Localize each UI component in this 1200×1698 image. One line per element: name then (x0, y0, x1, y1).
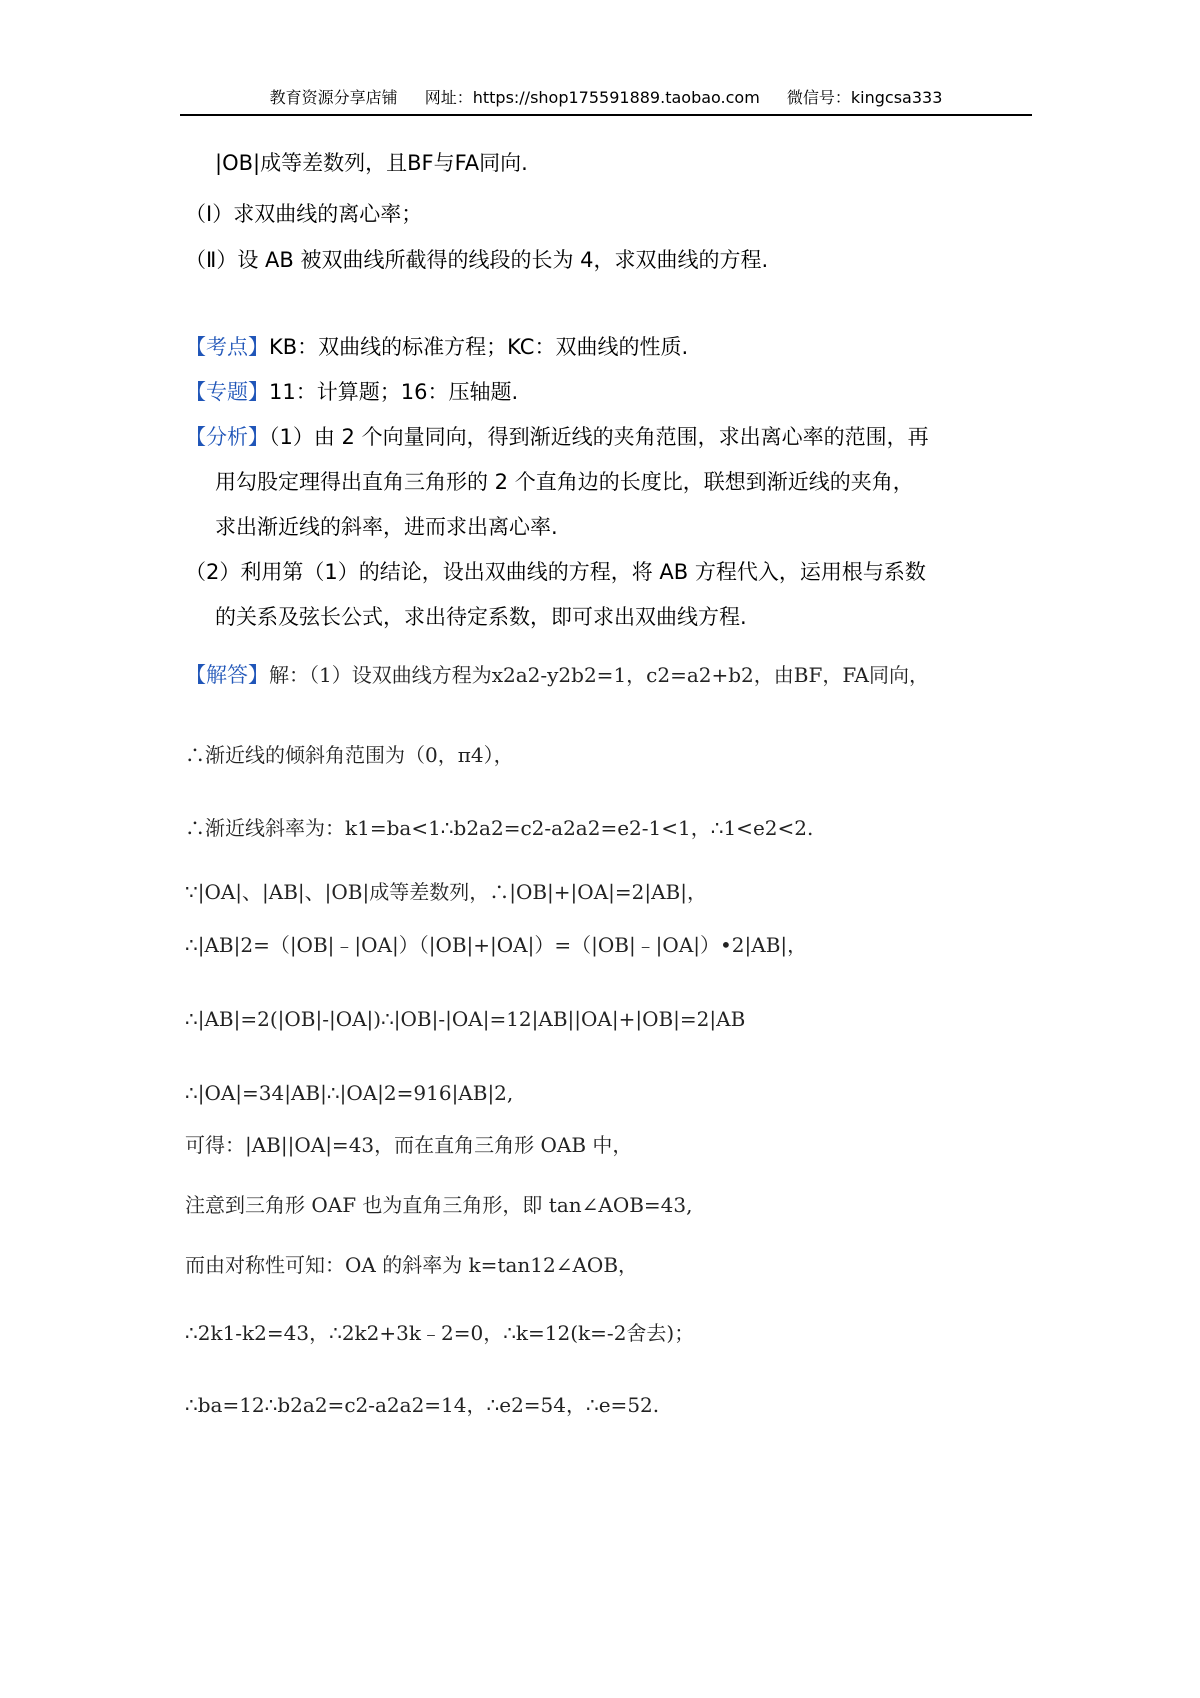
solution-line (185, 1250, 638, 1280)
analysis-line (215, 602, 747, 632)
shop-name: 教育资源分享店铺 (269, 88, 398, 107)
line-text: 可得：|AB||OA|=43，而在直角三角形 OAB 中， (185, 1133, 633, 1157)
line-text: ∴|AB|=2(|OB|-|OA|)∴|OB|-|OA|=12|AB||OA|+|OB|=2|AB (185, 1007, 746, 1031)
problem-part-1 (185, 199, 422, 229)
line-text: （Ⅰ）求双曲线的离心率； (185, 202, 423, 226)
solution-line (185, 1190, 693, 1220)
analysis-line (215, 467, 914, 497)
problem-part-2 (185, 245, 768, 275)
analysis-line (185, 557, 926, 587)
line-text: （Ⅱ）设 AB 被双曲线所截得的线段的长为 4，求双曲线的方程. (185, 248, 769, 272)
line-text: 解：（1）设双曲线方程为x2a2-y2b2=1，c2=a2+b2，由BF，FA同向， (269, 663, 929, 687)
solution-line (185, 1390, 659, 1420)
analysis-line (185, 422, 929, 452)
line-text: 用勾股定理得出直角三角形的 2 个直角边的长度比，联想到渐近线的夹角， (215, 470, 914, 494)
line-text: 注意到三角形 OAF 也为直角三角形，即 tan∠AOB=43, (185, 1193, 693, 1217)
line-text: （1）由 2 个向量同向，得到渐近线的夹角范围，求出离心率的范围，再 (269, 425, 929, 449)
line-text: ∴渐近线斜率为：k1=ba<1∴b2a2=c2-a2a2=e2-1<1，∴1<e2<2. (185, 816, 814, 840)
line-text: |OB|成等差数列，且BF与FA同向. (215, 151, 528, 175)
line-text: 求出渐近线的斜率，进而求出离心率. (215, 515, 558, 539)
line-text: 11：计算题；16：压轴题. (269, 380, 519, 404)
line-text: 的关系及弦长公式，求出待定系数，即可求出双曲线方程. (215, 605, 747, 629)
page-header (180, 84, 1032, 116)
line-text: KB：双曲线的标准方程；KC：双曲线的性质. (269, 335, 689, 359)
line-text: ∴渐近线的倾斜角范围为（0，π4）， (185, 743, 514, 767)
analysis-line (215, 512, 558, 542)
solution-line (185, 877, 707, 907)
section-tag: 【专题】 (185, 380, 269, 404)
solution-line (185, 813, 813, 843)
line-text: 而由对称性可知：OA 的斜率为 k=tan12∠AOB， (185, 1253, 639, 1277)
topic-line (185, 332, 688, 362)
section-tag: 【考点】 (185, 335, 269, 359)
line-text: ∵|OA|、|AB|、|OB|成等差数列，∴|OB|+|OA|=2|AB|， (185, 880, 707, 904)
solution-line (185, 1078, 513, 1108)
section-tag: 【分析】 (185, 425, 269, 449)
line-text: ∴|AB|2=（|OB|﹣|OA|）（|OB|+|OA|）=（|OB|﹣|OA|）•2|AB|， (185, 933, 808, 957)
category-line (185, 377, 518, 407)
solution-line (185, 930, 807, 960)
line-text: ∴2k1-k2=43，∴2k2+3k﹣2=0，∴k=12(k=-2舍去)； (185, 1321, 695, 1345)
line-text: （2）利用第（1）的结论，设出双曲线的方程，将 AB 方程代入，运用根与系数 (185, 560, 926, 584)
solution-line (185, 660, 929, 690)
solution-line (185, 1004, 745, 1034)
section-tag: 【解答】 (185, 663, 269, 687)
solution-line (185, 1130, 632, 1160)
solution-line (185, 740, 514, 770)
problem-line (215, 148, 528, 178)
solution-line (185, 1318, 694, 1348)
line-text: ∴ba=12∴b2a2=c2-a2a2=14，∴e2=54，∴e=52. (185, 1393, 660, 1417)
line-text: ∴|OA|=34|AB|∴|OA|2=916|AB|2, (185, 1081, 514, 1105)
wechat-id: 微信号：kingcsa333 (786, 88, 943, 107)
shop-url: 网址：https://shop175591889.taobao.com (424, 88, 760, 107)
